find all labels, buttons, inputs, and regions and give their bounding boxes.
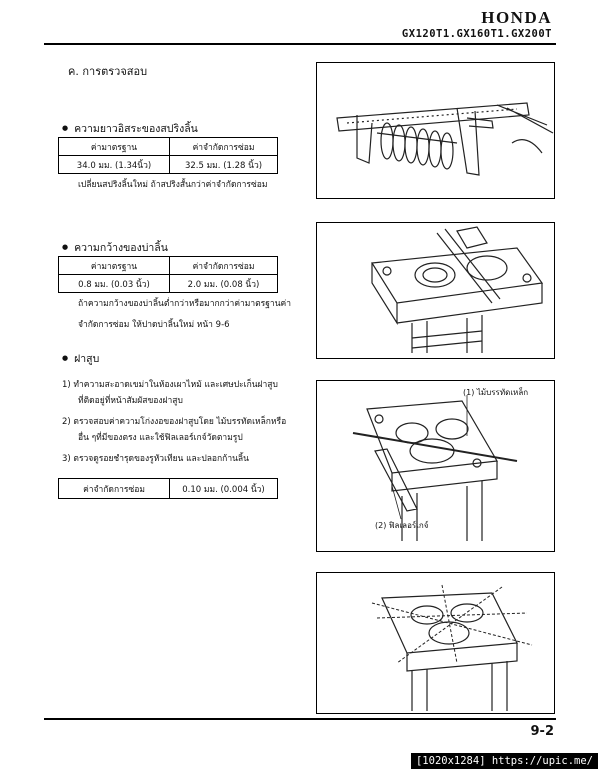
- cylinder-head-steps: [62, 378, 286, 468]
- measurement-directions-figure: [316, 572, 555, 714]
- directions-illustration: [317, 573, 554, 713]
- spring-limit-value: 32.5 มม. (1.28 นิ้ว): [170, 156, 278, 174]
- step-line: 2) ตรวจสอบค่าความโก่งงอของฝาสูบโดย ไม้บรรทัดเหล็กหรือ: [62, 417, 287, 427]
- valve-width-heading: ● ความกว้างของบ่าลิ้น: [62, 239, 168, 256]
- cylinder-head-warpage-figure: [316, 380, 555, 552]
- spring-standard-value: 34.0 มม. (1.34นิ้ว): [59, 156, 170, 174]
- spring-measure-figure: [316, 62, 555, 199]
- spring-col-limit: ค่าจำกัดการซ่อม: [170, 138, 278, 156]
- callout-leaders: [317, 381, 554, 551]
- valve-col-standard: ค่ามาตรฐาน: [59, 257, 170, 275]
- page-number: 9-2: [530, 724, 554, 739]
- straight-edge-label: (1) ไม้บรรทัดเหล็ก: [463, 388, 529, 397]
- valve-seat-figure: [316, 222, 555, 359]
- spring-heading: ● ความยาวอิสระของสปริงลิ้น: [62, 120, 198, 137]
- upload-watermark: [1020x1284] https://upic.me/: [411, 753, 598, 769]
- header-rule: [44, 43, 556, 45]
- head-limit-value: 0.10 มม. (0.004 นิ้ว): [170, 479, 278, 499]
- valve-seat-illustration: [317, 223, 554, 358]
- valve-limit-value: 2.0 มม. (0.08 นิ้ว): [170, 275, 278, 293]
- cylinder-head-heading: ● ฝาสูบ: [62, 350, 99, 367]
- valve-note-line1: ถ้าความกว้างของบ่าลิ้นต่ำกว่าหรือมากกว่าค่ามาตรฐานค่า: [78, 299, 291, 309]
- step-line: 1) ทำความสะอาดเขม่าในห้องเผาไหม้ และเศษปะเก็นฝาสูบ: [62, 380, 278, 390]
- model-list: GX120T1.GX160T1.GX200T: [401, 28, 552, 40]
- head-limit-label: ค่าจำกัดการซ่อม: [59, 479, 170, 499]
- spring-note: เปลี่ยนสปริงลิ้นใหม่ ถ้าสปริงสั้นกว่าค่าจำกัดการซ่อม: [78, 180, 268, 190]
- step-line: 3) ตรวจดูรอยชำรุดของรูหัวเทียน และปลอกก้านลิ้น: [62, 454, 249, 464]
- caliper-illustration: [317, 63, 554, 198]
- spring-spec-table: [58, 137, 278, 174]
- valve-col-limit: ค่าจำกัดการซ่อม: [170, 257, 278, 275]
- cylinder-head-limit-table: [58, 478, 278, 499]
- brand-logo: HONDA: [481, 8, 552, 27]
- step-line: ที่ติดอยู่ที่หน้าสัมผัสของฝาสูบ: [78, 395, 183, 406]
- valve-width-spec-table: [58, 256, 278, 293]
- section-title: ค. การตรวจสอบ: [68, 65, 148, 78]
- valve-standard-value: 0.8 มม. (0.03 นิ้ว): [59, 275, 170, 293]
- valve-note-line2: จำกัดการซ่อม ให้ปาดบ่าลิ้นใหม่ หน้า 9-6: [78, 320, 230, 330]
- feeler-gauge-label: (2) ฟิลเลอร์เกจ์: [375, 521, 429, 530]
- step-line: อื่น ๆที่มีของตรง และใช้ฟิลเลอร์เกจ์วัดตามรูป: [78, 432, 243, 443]
- footer-rule: [44, 718, 556, 720]
- spring-col-standard: ค่ามาตรฐาน: [59, 138, 170, 156]
